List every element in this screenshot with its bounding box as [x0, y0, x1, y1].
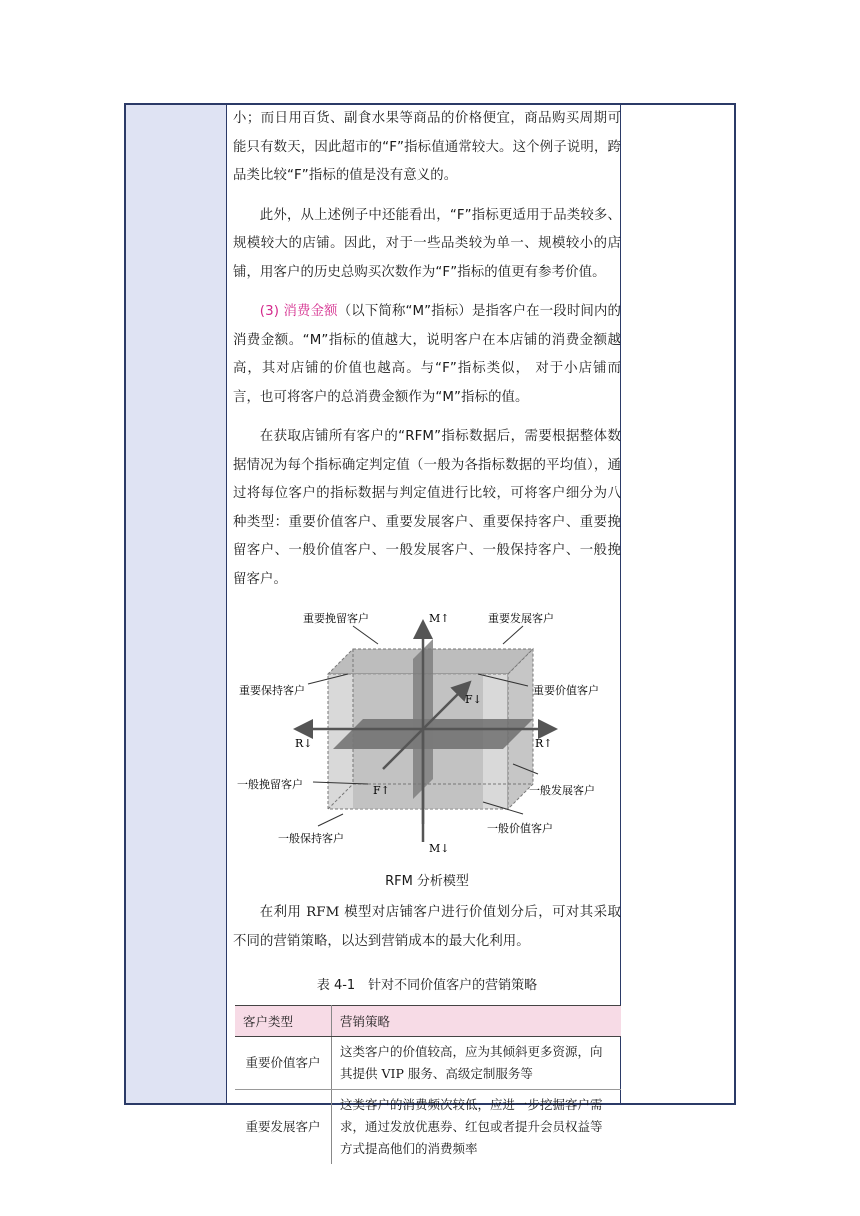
header-strategy: 营销策略 [332, 1006, 622, 1037]
paragraph-3-body: （以下简称“M”指标）是指客户在一段时间内的消费金额。“M”指标的值越大，说明客户在本店铺的消费金额越高，其对店铺的价值也越高。与“F”指标类似， 对于小店铺而言，也可将客户的总消费金额作为“M”指标的值。 [233, 304, 621, 405]
table-title: 表 4-1 针对不同价值客户的营销策略 [316, 978, 538, 993]
label-r-up: R↑ [535, 737, 553, 750]
cell-type: 重要发展客户 [235, 1090, 332, 1165]
label-m-down: M↓ [429, 842, 450, 855]
label-important-value: 重要价值客户 [533, 684, 599, 697]
label-general-develop: 一般发展客户 [529, 784, 595, 797]
paragraph-2: 此外，从上述例子中还能看出，“F”指标更适用于品类较多、规模较大的店铺。因此，对于一些品类较为单一、规模较小的店铺，用客户的历史总购买次数作为“F”指标的值更有参考价值。 [233, 207, 621, 280]
header-customer-type: 客户类型 [235, 1006, 332, 1037]
document-frame [124, 103, 736, 1156]
paragraph-5: 在利用 RFM 模型对店铺客户进行价值划分后，可对其采取不同的营销策略，以达到营销成本的最大化利用。 [233, 905, 621, 949]
label-important-develop: 重要发展客户 [488, 612, 554, 625]
table-row [235, 1090, 621, 1165]
label-general-keep: 一般保持客户 [278, 832, 344, 845]
label-f-up: F↑ [373, 784, 390, 797]
cell-strategy: 这类客户的价值较高，应为其倾斜更多资源，向其提供 VIP 服务、高级定制服务等 [332, 1037, 622, 1090]
label-important-keep: 重要保持客户 [239, 684, 305, 697]
content-column [233, 105, 621, 1164]
table-header-row [235, 1006, 621, 1037]
paragraph-1: 小；而日用百货、副食水果等商品的价格便宜，商品购买周期可能只有数天，因此超市的“F”指标值通常较大。这个例子说明，跨品类比较“F”指标的值是没有意义的。 [233, 111, 621, 183]
figure-caption: RFM 分析模型 [385, 874, 469, 889]
paragraph-4: 在获取店铺所有客户的“RFM”指标数据后，需要根据整体数据情况为每个指标确定判定值（一般为各指标数据的平均值），通过将每位客户的指标数据与判定值进行比较，可将客户细分为八种类型：重要价值客户、重要发展客户、重要保持客户、重要挽留客户、一般价值客户、一般发展客户、一般保持客户、一般挽留客户。 [233, 429, 621, 587]
label-r-down: R↓ [295, 737, 313, 750]
rfm-diagram [233, 604, 621, 864]
paragraph-3 [233, 298, 621, 412]
left-column [126, 105, 227, 1103]
cell-type: 重要价值客户 [235, 1037, 332, 1090]
heading-monetary: (3) 消费金额 [259, 304, 338, 319]
label-f-down: F↓ [465, 693, 482, 706]
label-general-retain: 一般挽留客户 [237, 778, 303, 791]
table-row [235, 1037, 621, 1090]
strategy-table [235, 1005, 621, 1164]
cell-strategy: 这类客户的消费频次较低，应进一步挖掘客户需求，通过发放优惠券、红包或者提升会员权益等方式提高他们的消费频率 [340, 1097, 603, 1156]
label-m-up: M↑ [429, 612, 450, 625]
rfm-cube-svg [233, 604, 621, 864]
right-column [620, 105, 734, 1103]
label-general-value: 一般价值客户 [487, 822, 553, 835]
label-important-retain: 重要挽留客户 [303, 612, 369, 625]
